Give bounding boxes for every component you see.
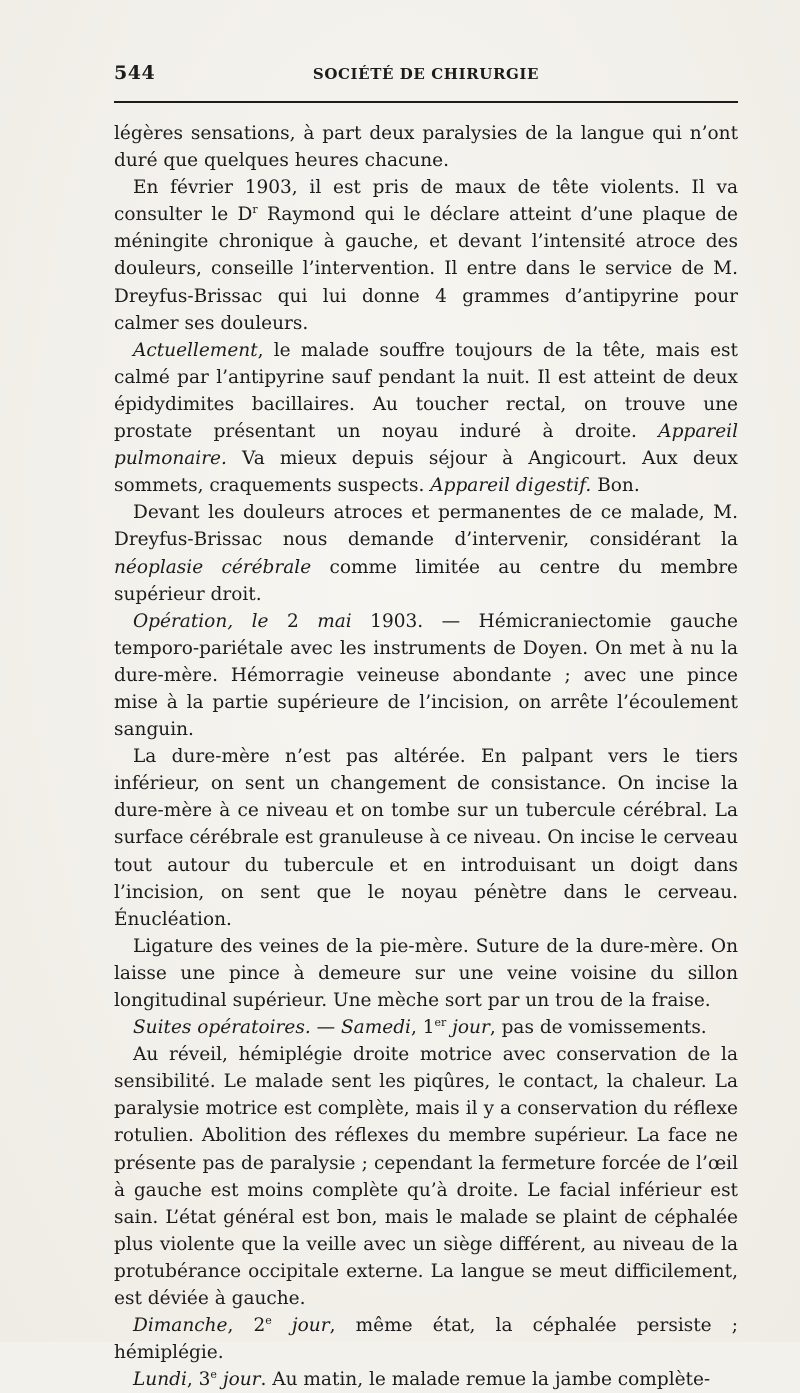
- superscript: r: [252, 203, 258, 217]
- text-run: La dure-mère n’est pas altérée. En palpant vers le tiers inférieur, on sent un changement de consistance. On incise la dure-mère à ce niveau et on tombe sur un tubercule cérébral. La surface cérébrale est granuleuse à ce niveau. On incise le cerveau tout autour du tubercule et en introduisant un doigt dans l’incision, on sent que le noyau pénètre dans le cerveau. Énucléation.: [114, 746, 738, 930]
- text-run: comme limitée au centre du membre supérieur droit.: [114, 556, 738, 605]
- text-run: Va mieux depuis séjour à Angicourt. Aux deux sommets, craquements suspects.: [114, 448, 738, 497]
- italic-run: Samedi: [341, 1017, 411, 1039]
- paragraph: [114, 337, 738, 500]
- text-run: En février 1903, il est pris de maux de tête violents. Il va consulter le D: [114, 177, 738, 226]
- paragraph: [114, 743, 738, 933]
- superscript: e: [265, 1313, 272, 1327]
- text-run: , pas de vomissements.: [489, 1017, 707, 1039]
- page-header: [114, 62, 738, 86]
- text-run: Au réveil, hémiplégie droite motrice avec conservation de la sensibilité. Le malade sent les piqûres, le contact, la chaleur. La paralysie motrice est complète, mais il y a conservation du réflexe rotulien. Abolition des réflexes du membre supérieur. La face ne présente pas de paralysie ; cependant la fermeture forcée de l’œil à gauche est moins complète qu’à droite. Le facial inférieur est sain. L’état général est bon, mais le malade se plaint de céphalée plus violente que la veille avec un siège différent, au niveau de la protubérance occipitale externe. La langue se meut difficilement, est déviée à gauche.: [114, 1044, 738, 1310]
- text-run: , même état, la céphalée persiste ; hémiplégie.: [114, 1315, 738, 1364]
- italic-run: mai: [317, 610, 352, 632]
- text-run: 2: [268, 610, 318, 632]
- italic-run: Lundi: [133, 1369, 187, 1391]
- page-number: 544: [114, 62, 156, 84]
- superscript: er: [434, 1015, 447, 1029]
- text-run: , 3: [186, 1369, 211, 1391]
- paragraph: [114, 608, 738, 743]
- paragraph: [114, 120, 738, 174]
- text-run: Bon.: [591, 475, 640, 497]
- italic-run: Dimanche: [133, 1315, 228, 1337]
- paragraph: [114, 174, 738, 337]
- text-run: , 2: [227, 1315, 266, 1337]
- paragraph: [114, 499, 738, 607]
- italic-run: Appareil pulmonaire.: [114, 421, 738, 470]
- text-run: , le malade souffre toujours de la tête, mais est calmé par l’antipyrine sauf pendant la nuit. Il est atteint de deux épidydimites bacillaires. Au toucher rectal, on trouve une prostate présentant un noyau induré à droite.: [114, 339, 738, 443]
- paragraph: [114, 1041, 738, 1312]
- paragraph: [114, 1312, 738, 1366]
- text-run: Devant les douleurs atroces et permanentes de ce malade, M. Dreyfus-Brissac nous demande d’intervenir, considérant la: [114, 502, 738, 551]
- italic-run: Opération, le: [133, 610, 269, 632]
- text-run: [272, 1315, 292, 1336]
- italic-run: Actuellement: [133, 339, 258, 361]
- italic-run: jour: [222, 1369, 261, 1391]
- italic-run: néoplasie cérébrale: [114, 556, 312, 578]
- superscript: e: [210, 1368, 217, 1382]
- paragraph: [114, 1366, 738, 1393]
- italic-run: jour: [452, 1017, 490, 1039]
- text-run: , 1: [410, 1017, 435, 1039]
- text-run: —: [310, 1017, 341, 1039]
- text-run: Ligature des veines de la pie-mère. Suture de la dure-mère. On laisse une pince à demeure sur une veine voisine du sillon longitudinal supérieur. Une mèche sort par un trou de la fraise.: [114, 935, 738, 1011]
- body-text: [114, 120, 738, 1393]
- running-title: SOCIÉTÉ DE CHIRURGIE: [312, 65, 540, 83]
- text-run: 1903. — Hémicraniectomie gauche temporo-pariétale avec les instruments de Doyen. On met à nu la dure-mère. Hémorragie veineuse abondante ; avec une pince mise à la partie supérieure de l’incision, on arrête l’écoulement sanguin.: [114, 610, 738, 741]
- text-run: . Au matin, le malade remue la jambe complète-: [260, 1369, 711, 1391]
- header-rule: [114, 101, 738, 103]
- text-run: Raymond qui le déclare atteint d’une plaque de méningite chronique à gauche, et devant l’intensité atroce des douleurs, conseille l’intervention. Il entre dans le service de M. Dreyfus-Brissac qui lui donne 4 grammes d’antipyrine pour calmer ses douleurs.: [114, 204, 738, 334]
- italic-run: Suites opératoires.: [133, 1017, 311, 1039]
- text-run: légères sensations, à part deux paralysies de la langue qui n’ont duré que quelques heures chacune.: [114, 123, 738, 172]
- paragraph: [114, 1014, 738, 1041]
- italic-run: jour: [291, 1315, 330, 1337]
- italic-run: Appareil digestif.: [430, 475, 592, 497]
- paragraph: [114, 933, 738, 1014]
